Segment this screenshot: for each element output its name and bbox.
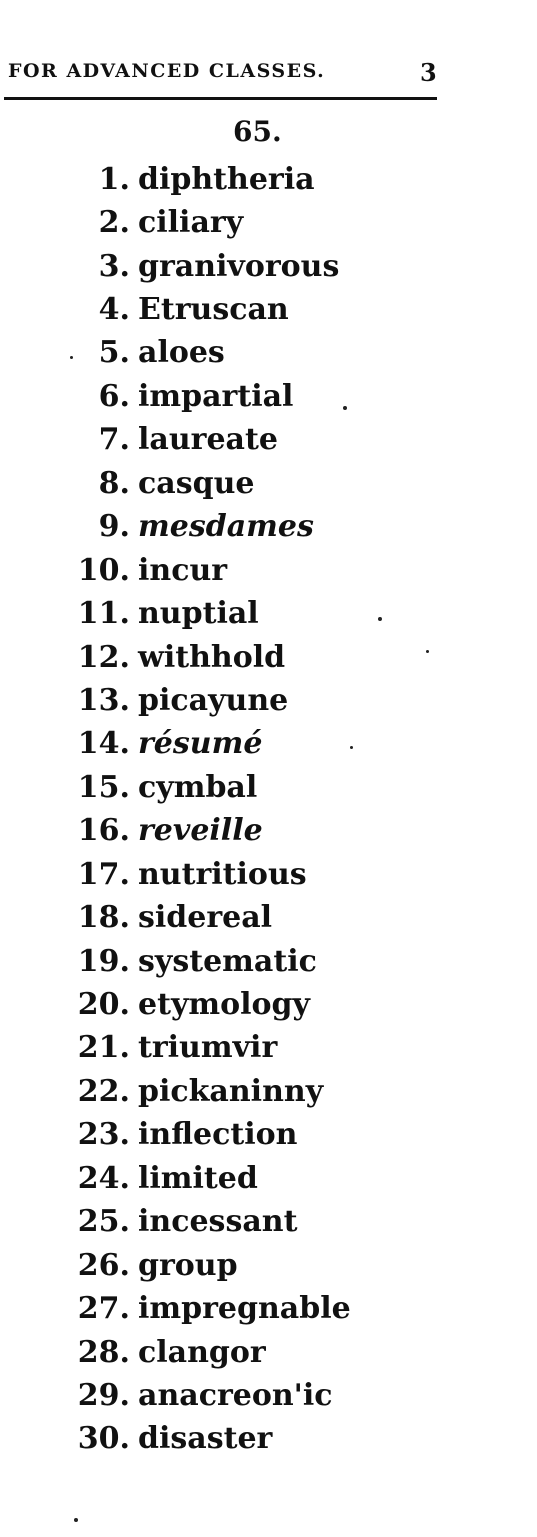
entry-number: 25.	[77, 1204, 130, 1240]
entry-word: Etruscan	[138, 292, 289, 328]
entry-number: 9.	[98, 509, 130, 545]
entry-number: 27.	[77, 1291, 130, 1327]
entry-number: 16.	[77, 813, 130, 849]
entry-number: 29.	[77, 1377, 130, 1413]
entry-word: limited	[138, 1160, 258, 1196]
word-entry	[55, 1157, 351, 1200]
entry-number: 23.	[77, 1117, 130, 1153]
entry-number: 28.	[77, 1334, 130, 1370]
word-entry	[55, 158, 351, 201]
word-entry	[55, 419, 351, 462]
entry-number: 7.	[98, 422, 130, 458]
word-entry	[55, 1027, 351, 1070]
entry-word: withhold	[138, 639, 286, 675]
entry-word: picayune	[138, 682, 289, 718]
entry-word: résumé	[138, 726, 263, 762]
entry-number: 4.	[98, 292, 130, 328]
word-entry	[55, 853, 351, 896]
word-entry	[55, 723, 351, 766]
print-speck	[378, 617, 382, 621]
entry-number: 30.	[77, 1421, 130, 1457]
entry-word: pickaninny	[138, 1073, 324, 1109]
entry-number: 26.	[77, 1247, 130, 1283]
page-header	[8, 58, 438, 88]
entry-number: 13.	[77, 682, 130, 718]
word-entry	[55, 1070, 351, 1113]
word-entry	[55, 810, 351, 853]
entry-word: etymology	[138, 987, 310, 1023]
entry-word: anacreon'ic	[138, 1377, 333, 1413]
entry-word: triumvir	[138, 1030, 278, 1066]
entry-number: 22.	[77, 1073, 130, 1109]
entry-number: 1.	[98, 161, 130, 197]
word-entry	[55, 1244, 351, 1287]
word-entry	[55, 549, 351, 592]
entry-word: cymbal	[138, 769, 258, 805]
entry-number: 19.	[77, 943, 130, 979]
entry-word: diphtheria	[138, 161, 315, 197]
entry-word: sidereal	[138, 900, 273, 936]
entry-number: 5.	[98, 335, 130, 371]
page-number: 3	[420, 58, 437, 87]
entry-word: mesdames	[138, 509, 314, 545]
header-rule	[4, 97, 437, 100]
word-entry	[55, 1287, 351, 1330]
entry-number: 8.	[98, 465, 130, 501]
word-entry	[55, 375, 351, 418]
print-speck	[343, 406, 347, 410]
word-entry	[55, 636, 351, 679]
entry-number: 10.	[77, 552, 130, 588]
word-entry	[55, 1331, 351, 1374]
entry-word: ciliary	[138, 205, 244, 241]
entry-number: 17.	[77, 856, 130, 892]
print-speck	[426, 650, 429, 653]
print-speck	[74, 1518, 78, 1522]
word-entry	[55, 592, 351, 635]
word-entry	[55, 940, 351, 983]
entry-word: granivorous	[138, 248, 340, 284]
entry-word: clangor	[138, 1334, 266, 1370]
word-entry	[55, 506, 351, 549]
entry-word: incur	[138, 552, 228, 588]
word-entry	[55, 766, 351, 809]
print-speck	[70, 356, 73, 359]
entry-number: 12.	[77, 639, 130, 675]
entry-number: 21.	[77, 1030, 130, 1066]
word-entry	[55, 896, 351, 939]
entry-word: impregnable	[138, 1291, 351, 1327]
word-entry	[55, 1201, 351, 1244]
entry-word: casque	[138, 465, 255, 501]
spelling-word-list	[55, 158, 351, 1461]
entry-number: 2.	[98, 205, 130, 241]
section-number: 65.	[233, 115, 282, 148]
word-entry	[55, 332, 351, 375]
entry-word: group	[138, 1247, 238, 1283]
entry-number: 18.	[77, 900, 130, 936]
running-title: FOR ADVANCED CLASSES.	[8, 60, 326, 82]
word-entry	[55, 462, 351, 505]
entry-word: disaster	[138, 1421, 273, 1457]
word-entry	[55, 201, 351, 244]
word-entry	[55, 1374, 351, 1417]
word-entry	[55, 245, 351, 288]
entry-word: nutritious	[138, 856, 307, 892]
entry-number: 15.	[77, 769, 130, 805]
entry-word: nuptial	[138, 596, 259, 632]
entry-word: inflection	[138, 1117, 298, 1153]
entry-number: 20.	[77, 987, 130, 1023]
entry-word: impartial	[138, 378, 294, 414]
entry-word: laureate	[138, 422, 278, 458]
print-speck	[350, 746, 353, 749]
word-entry	[55, 679, 351, 722]
entry-word: reveille	[138, 813, 263, 849]
word-entry	[55, 288, 351, 331]
entry-number: 11.	[77, 596, 130, 632]
word-entry	[55, 1114, 351, 1157]
entry-word: incessant	[138, 1204, 298, 1240]
word-entry	[55, 983, 351, 1026]
word-entry	[55, 1418, 351, 1461]
entry-number: 14.	[77, 726, 130, 762]
entry-word: systematic	[138, 943, 317, 979]
entry-word: aloes	[138, 335, 225, 371]
entry-number: 6.	[98, 378, 130, 414]
entry-number: 24.	[77, 1160, 130, 1196]
entry-number: 3.	[98, 248, 130, 284]
